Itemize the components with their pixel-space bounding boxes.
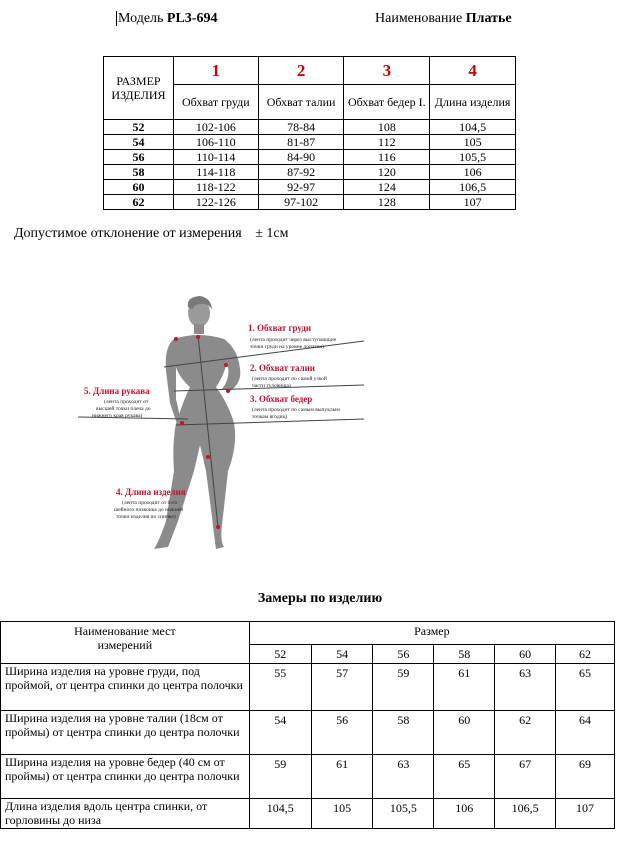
- model-value: PL3-694: [166, 11, 218, 26]
- measurement-label: Длина изделия вдоль центра спинки, от горловины до низа: [1, 799, 250, 829]
- value-cell: 106,5: [430, 180, 516, 195]
- value-cell: 105,5: [430, 150, 516, 165]
- measurement-figure: [78, 295, 378, 557]
- m2-title: 2. Обхват талии: [250, 363, 315, 373]
- name-line: [375, 11, 512, 27]
- measurement-value: 61: [434, 664, 495, 711]
- m5-desc1: (лента проходит от: [104, 399, 149, 405]
- measurements-title: Замеры по изделию: [257, 591, 383, 606]
- size-col-header: 56: [373, 645, 434, 664]
- table-row: [1, 755, 615, 799]
- size-row: [104, 165, 516, 180]
- value-cell: 108: [344, 120, 430, 135]
- value-cell: 112: [344, 135, 430, 150]
- size-row: [104, 135, 516, 150]
- m4-desc1: (лента проходит от 6-го: [122, 500, 178, 506]
- measurement-value: 105: [311, 799, 373, 829]
- size-row: [104, 150, 516, 165]
- table-row: [1, 799, 615, 829]
- measurement-value: 63: [495, 664, 556, 711]
- measurement-value: 61: [311, 755, 373, 799]
- measurement-label: Ширина изделия на уровне груди, под проймой, от центра спинки до центра полочки: [1, 664, 250, 711]
- size-cell: 58: [104, 165, 174, 180]
- tolerance-text: Допустимое отклонение от измерения: [14, 226, 242, 241]
- measurement-value: 56: [311, 711, 373, 755]
- value-cell: 102-106: [173, 120, 258, 135]
- m1-title: 1. Обхват груди: [248, 323, 312, 333]
- col-header-waist: Обхват талии: [258, 85, 344, 120]
- value-cell: 105: [430, 135, 516, 150]
- m2-desc2: части туловища): [252, 383, 291, 389]
- measurement-value: 63: [373, 755, 434, 799]
- measurement-value: 59: [249, 755, 311, 799]
- value-cell: 78-84: [258, 120, 344, 135]
- size-cell: 52: [104, 120, 174, 135]
- size-cell: 60: [104, 180, 174, 195]
- measurement-value: 67: [495, 755, 556, 799]
- value-cell: 97-102: [258, 195, 344, 210]
- measurement-value: 60: [434, 711, 495, 755]
- col-header-chest: Обхват груди: [173, 85, 258, 120]
- value-cell: 116: [344, 150, 430, 165]
- measurement-value: 106: [434, 799, 495, 829]
- m2-desc1: (лента проходит по самой узкой: [252, 376, 327, 382]
- measurement-label: Ширина изделия на уровне талии (18см от проймы) от центра спинки до центра полочки: [1, 711, 250, 755]
- m4-desc2: шейного позвонка до нижней: [114, 507, 184, 513]
- name-label: Наименование: [375, 11, 463, 26]
- measurement-value: 69: [556, 755, 615, 799]
- name-header: Наименование мест измерений: [1, 622, 250, 664]
- tolerance-line: [14, 226, 288, 242]
- value-cell: 106-110: [173, 135, 258, 150]
- size-row: [104, 120, 516, 135]
- measurement-value: 105,5: [373, 799, 434, 829]
- measurement-value: 62: [495, 711, 556, 755]
- size-header: Размер: [249, 622, 614, 645]
- measurement-value: 65: [556, 664, 615, 711]
- tolerance-value: ± 1см: [255, 226, 289, 241]
- measurement-value: 104,5: [249, 799, 311, 829]
- size-row: [104, 195, 516, 210]
- measurement-value: 57: [311, 664, 373, 711]
- size-table: [103, 56, 516, 210]
- m5-desc3: нижнего края рукава): [92, 413, 143, 419]
- model-line: [116, 11, 217, 27]
- col-number-2: 2: [258, 57, 344, 85]
- table-row: [1, 711, 615, 755]
- size-col-header: 60: [495, 645, 556, 664]
- m5-title: 5. Длина рукава: [84, 386, 150, 396]
- measurement-value: 106,5: [495, 799, 556, 829]
- value-cell: 84-90: [258, 150, 344, 165]
- col-number-4: 4: [430, 57, 516, 85]
- measurement-label: Ширина изделия на уровне бедер (40 см от проймы) от центра спинки до центра полочки: [1, 755, 250, 799]
- measurements-table: [0, 621, 615, 829]
- value-cell: 120: [344, 165, 430, 180]
- size-row: [104, 180, 516, 195]
- value-cell: 87-92: [258, 165, 344, 180]
- m5-desc2: высшей точки плеча до: [96, 406, 151, 412]
- table-row: [1, 664, 615, 711]
- col-number-3: 3: [344, 57, 430, 85]
- value-cell: 128: [344, 195, 430, 210]
- m4-desc3: точки изделия по спинке): [116, 514, 176, 520]
- col-number-1: 1: [173, 57, 258, 85]
- value-cell: 106: [430, 165, 516, 180]
- m4-title: 4. Длина изделия: [116, 487, 186, 497]
- value-cell: 122-126: [173, 195, 258, 210]
- size-col-header: 62: [556, 645, 615, 664]
- size-corner-header: РАЗМЕР ИЗДЕЛИЯ: [104, 57, 174, 120]
- value-cell: 92-97: [258, 180, 344, 195]
- size-col-header: 58: [434, 645, 495, 664]
- value-cell: 118-122: [173, 180, 258, 195]
- m3-title: 3. Обхват бедер: [250, 394, 313, 404]
- model-label: Модель: [118, 11, 164, 26]
- m1-desc2: точки груди на уровне лопаток): [250, 344, 324, 350]
- measurement-value: 54: [249, 711, 311, 755]
- name-value: Платье: [465, 11, 512, 26]
- size-cell: 54: [104, 135, 174, 150]
- col-header-hips: Обхват бедер I.: [344, 85, 430, 120]
- measurement-value: 64: [556, 711, 615, 755]
- value-cell: 110-114: [173, 150, 258, 165]
- m1-desc1: (лента проходит через выступающие: [250, 337, 337, 343]
- value-cell: 107: [430, 195, 516, 210]
- measurement-value: 65: [434, 755, 495, 799]
- size-cell: 62: [104, 195, 174, 210]
- size-col-header: 54: [311, 645, 373, 664]
- measurement-value: 107: [556, 799, 615, 829]
- m3-desc1: (лента проходит по самым выпуклым: [252, 407, 340, 413]
- m3-desc2: точкам ягодиц): [252, 414, 288, 420]
- value-cell: 124: [344, 180, 430, 195]
- measurement-value: 55: [249, 664, 311, 711]
- measurement-value: 58: [373, 711, 434, 755]
- size-col-header: 52: [249, 645, 311, 664]
- value-cell: 81-87: [258, 135, 344, 150]
- value-cell: 114-118: [173, 165, 258, 180]
- size-cell: 56: [104, 150, 174, 165]
- value-cell: 104,5: [430, 120, 516, 135]
- measurement-value: 59: [373, 664, 434, 711]
- col-header-length: Длина изделия: [430, 85, 516, 120]
